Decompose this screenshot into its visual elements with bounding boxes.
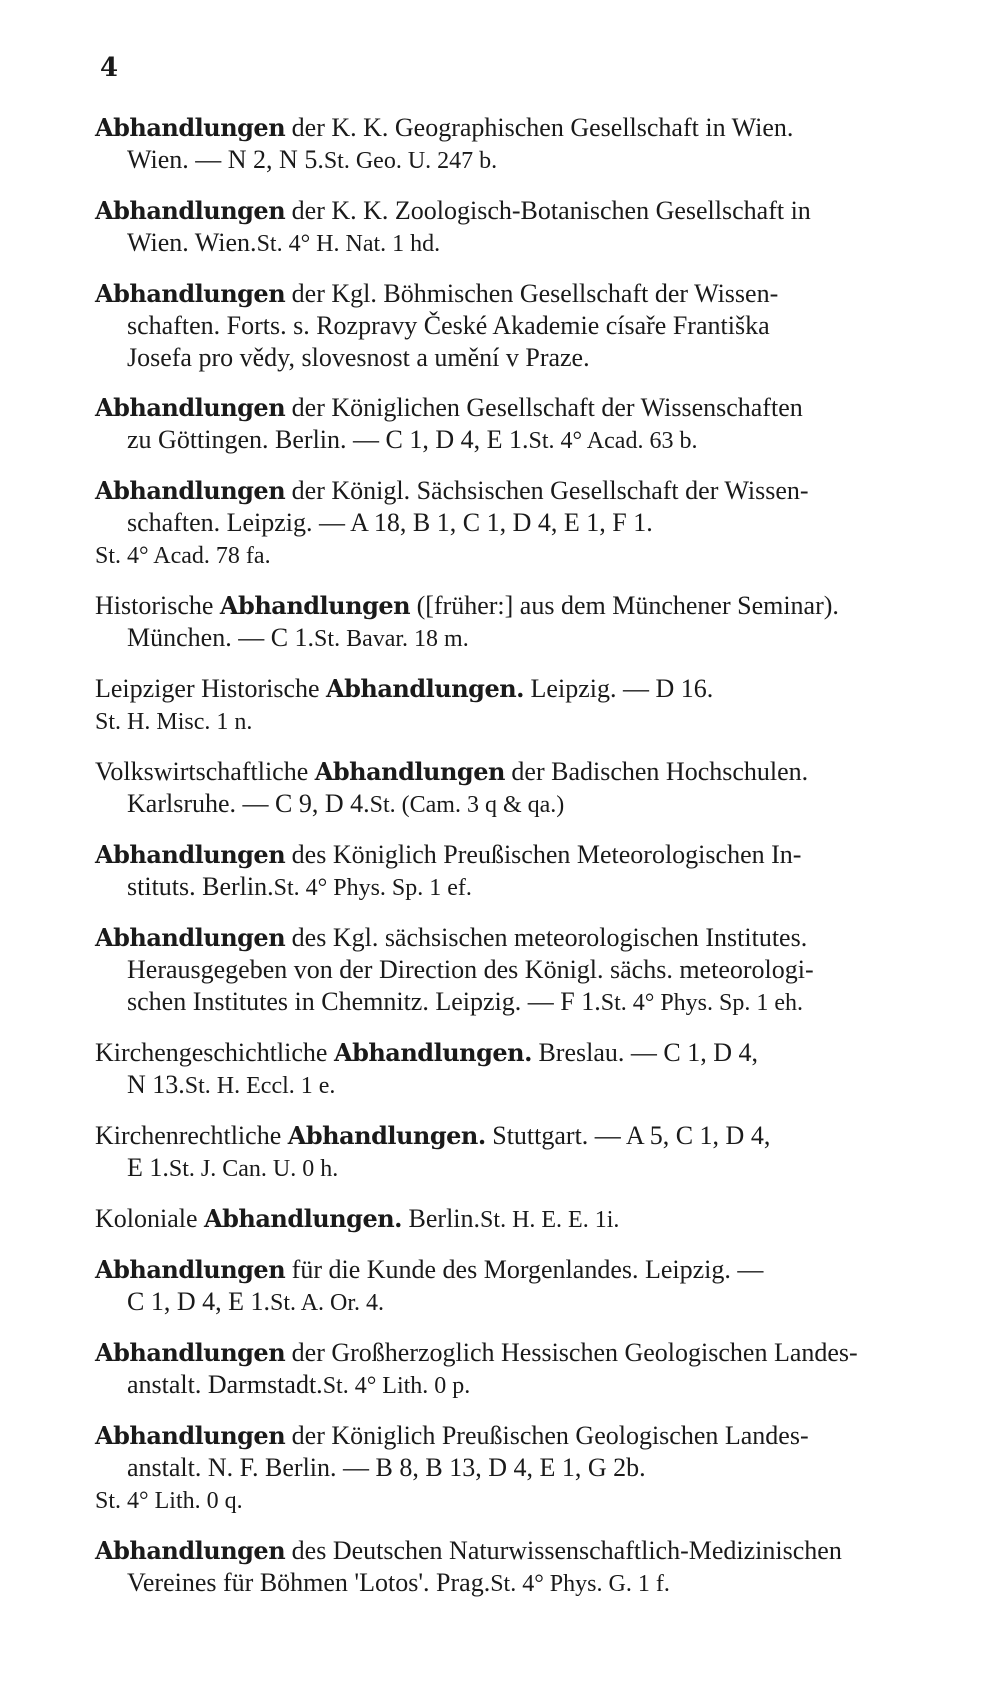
entry-keyword: Abhandlungen. [326,674,525,703]
catalog-entry [95,673,965,738]
entry-last-line: München. — C 1. [127,623,315,652]
entry-prefix: Kirchengeschichtliche [95,1038,334,1067]
catalog-entry [95,1120,965,1185]
entry-title-rest: Breslau. — C 1, D 4, [531,1038,759,1067]
entry-last-line: anstalt. N. F. Berlin. — B 8, B 13, D 4, E 1, G 2b. [127,1453,646,1482]
shelf-signature: St. (Cam. 3 q & qa.) [369,792,565,818]
entry-title-line [95,195,965,227]
entry-keyword: Abhandlungen. [204,1204,403,1233]
page-number: 4 [100,53,119,83]
entry-keyword: Abhandlungen [95,1338,286,1367]
catalog-entry [95,590,965,655]
entry-title-rest: ([früher:] aus dem Münchener Seminar). [410,591,839,620]
entry-title-line [95,1037,965,1069]
shelf-signature: St. 4° Acad. 78 fa. [95,543,271,569]
shelf-signature: St. 4° Phys. Sp. 1 ef. [273,875,472,901]
entry-title-line [95,1120,965,1152]
entry-keyword: Abhandlungen [95,1536,286,1565]
shelf-signature: St. 4° Acad. 63 b. [528,428,698,454]
catalog-entry [95,922,965,1019]
shelf-signature: St. 4° H. Nat. 1 hd. [256,231,441,257]
entry-last-line: N 13. [127,1070,185,1099]
entry-keyword: Abhandlungen [95,1255,286,1284]
entry-keyword: Abhandlungen [95,393,286,422]
entry-title-rest: Leipzig. — D 16. [524,674,714,703]
entry-title-line [95,1337,965,1369]
entry-title-line [95,1535,965,1567]
entry-continuation-line: schaften. Forts. s. Rozpravy České Akademie císaře Františka [127,311,770,340]
entry-title-line [95,112,965,144]
entry-keyword: Abhandlungen [95,476,286,505]
entry-title-rest: der Königlichen Gesellschaft der Wissenschaften [285,393,803,422]
entry-keyword: Abhandlungen [219,591,411,620]
entry-title-line [95,1204,480,1233]
catalog-entry [95,1535,965,1600]
entry-title-rest: des Deutschen Naturwissenschaftlich-Medizinischen [285,1536,842,1565]
entry-title-rest: der Großherzoglich Hessischen Geologischen Landes- [285,1338,858,1367]
entry-last-line: stituts. Berlin. [127,872,274,901]
shelf-signature: St. 4° Phys. Sp. 1 eh. [600,990,804,1016]
catalog-entry [95,475,965,572]
catalog-entry [95,1420,965,1517]
entry-prefix: Leipziger Historische [95,674,327,703]
shelf-signature: St. H. Eccl. 1 e. [184,1073,336,1099]
catalog-entry [95,1203,965,1236]
catalog-entry [95,392,965,457]
entry-last-line: anstalt. Darmstadt. [127,1370,323,1399]
shelf-signature: St. H. E. E. 1i. [480,1207,620,1233]
shelf-signature: St. Bavar. 18 m. [314,626,469,652]
catalog-entry [95,112,965,177]
entry-keyword: Abhandlungen [95,1421,286,1450]
entry-title-line [95,673,965,705]
entry-prefix: Kirchenrechtliche [95,1121,288,1150]
entry-title-rest: der Kgl. Böhmischen Gesellschaft der Wissen- [285,279,779,308]
entry-title-line [95,1420,965,1452]
entry-last-line: zu Göttingen. Berlin. — C 1, D 4, E 1. [127,425,529,454]
entry-title-line [95,839,965,871]
entry-prefix: Volkswirtschaftliche [95,757,315,786]
entry-title-rest: der K. K. Geographischen Gesellschaft in Wien. [285,113,794,142]
entry-keyword: Abhandlungen. [333,1038,532,1067]
entry-last-line: Vereines für Böhmen 'Lotos'. Prag. [127,1568,491,1597]
entry-title-line [95,1254,965,1286]
entry-keyword: Abhandlungen [95,196,286,225]
shelf-signature: St. 4° Lith. 0 p. [322,1373,471,1399]
shelf-signature: St. 4° Lith. 0 q. [95,1488,243,1514]
catalog-entries [95,112,965,1618]
entry-title-rest: der Badischen Hochschulen. [504,757,809,786]
entry-title-line [95,475,965,507]
entry-prefix: Historische [95,591,220,620]
entry-title-rest: Stuttgart. — A 5, C 1, D 4, [485,1121,771,1150]
entry-keyword: Abhandlungen. [287,1121,486,1150]
entry-keyword: Abhandlungen [95,923,286,952]
entry-keyword: Abhandlungen [95,840,286,869]
entry-title-rest: Berlin. [402,1204,481,1233]
entry-last-line: Wien. Wien. [127,228,257,257]
entry-title-line [95,922,965,954]
catalog-entry [95,278,965,374]
entry-last-line: C 1, D 4, E 1. [127,1287,270,1316]
entry-title-line [95,590,965,622]
catalog-entry [95,839,965,904]
entry-prefix: Koloniale [95,1204,205,1233]
shelf-signature: St. Geo. U. 247 b. [323,148,498,174]
entry-title-line [95,278,965,310]
catalog-entry [95,756,965,821]
entry-title-rest: für die Kunde des Morgenlandes. Leipzig. — [285,1255,764,1284]
entry-last-line: E 1. [127,1153,169,1182]
catalog-entry [95,195,965,260]
entry-last-line: Karlsruhe. — C 9, D 4. [127,789,370,818]
entry-last-line: schaften. Leipzig. — A 18, B 1, C 1, D 4, E 1, F 1. [127,508,653,537]
entry-title-rest: der Königlich Preußischen Geologischen Landes- [285,1421,809,1450]
shelf-signature: St. 4° Phys. G. 1 f. [490,1571,670,1597]
entry-keyword: Abhandlungen [95,279,286,308]
entry-title-line [95,392,965,424]
entry-title-rest: der K. K. Zoologisch-Botanischen Gesellschaft in [285,196,811,225]
entry-title-rest: des Kgl. sächsischen meteorologischen Institutes. [285,923,808,952]
catalog-entry [95,1254,965,1319]
entry-keyword: Abhandlungen [95,113,286,142]
catalog-entry [95,1337,965,1402]
shelf-signature: St. H. Misc. 1 n. [95,709,253,735]
entry-keyword: Abhandlungen [314,757,505,786]
entry-title-line [95,756,965,788]
entry-last-line: Josefa pro vědy, slovesnost a umění v Praze. [127,343,590,372]
entry-last-line: schen Institutes in Chemnitz. Leipzig. — F 1. [127,987,601,1016]
shelf-signature: St. A. Or. 4. [270,1290,385,1316]
entry-title-rest: des Königlich Preußischen Meteorologischen In- [285,840,802,869]
shelf-signature: St. J. Can. U. 0 h. [168,1156,339,1182]
entry-continuation-line: Herausgegeben von der Direction des Königl. sächs. meteorologi- [127,955,814,984]
entry-last-line: Wien. — N 2, N 5. [127,145,324,174]
entry-title-rest: der Königl. Sächsischen Gesellschaft der Wissen- [285,476,809,505]
catalog-entry [95,1037,965,1102]
